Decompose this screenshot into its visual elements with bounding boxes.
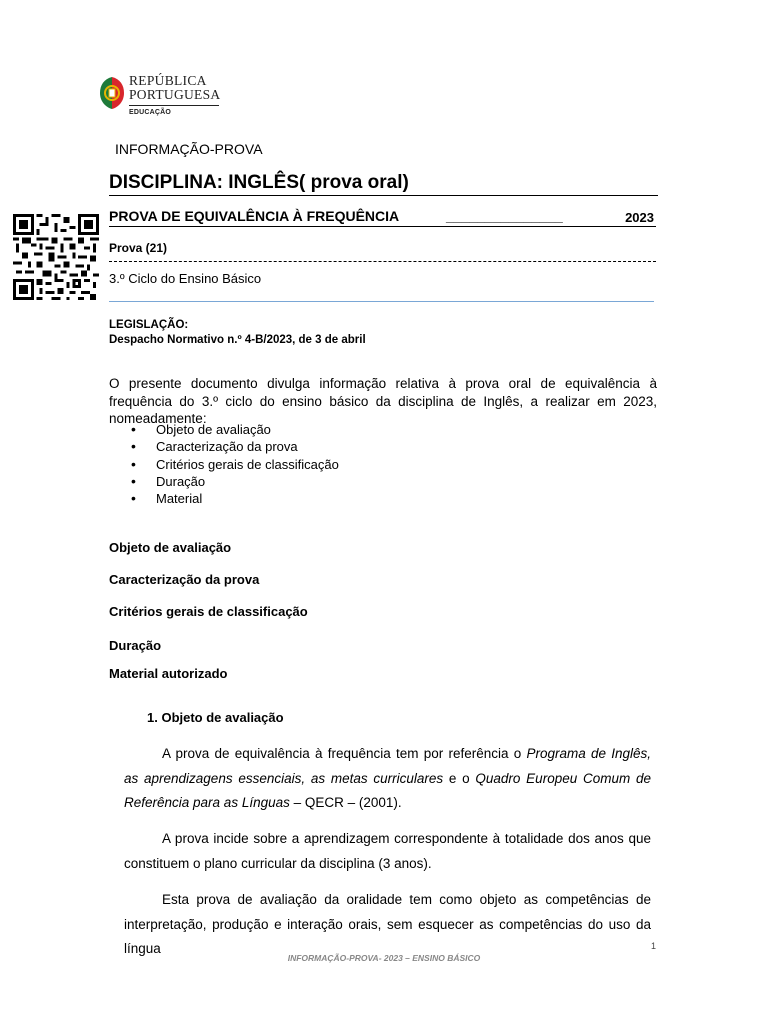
ciclo-label: 3.º Ciclo do Ensino Básico — [109, 271, 262, 286]
year-label: 2023 — [625, 210, 654, 225]
section-link-objeto[interactable]: Objeto de avaliação — [109, 540, 232, 555]
legislacao-text: Despacho Normativo n.º 4-B/2023, de 3 de abril — [109, 334, 366, 346]
blue-divider — [109, 301, 654, 302]
logo-line-1: REPÚBLICA — [129, 73, 207, 88]
topics-list — [131, 421, 339, 507]
disciplina-title: DISCIPLINA: INGLÊS( prova oral) — [109, 172, 658, 196]
republica-portuguesa-logo — [98, 73, 238, 123]
list-item: • Critérios gerais de classificação — [131, 456, 339, 473]
section-1-paragraph-2: A prova incide sobre a aprendizagem correspondente à totalidade dos anos que constituem o plano curricular da disciplina (3 anos). — [124, 831, 651, 871]
list-item: • Objeto de avaliação — [131, 421, 339, 438]
logo-line-2: PORTUGUESA — [129, 87, 221, 102]
section-link-caracterizacao[interactable]: Caracterização da prova — [109, 572, 260, 587]
section-1-paragraph-3: Esta prova de avaliação da oralidade tem como objeto as competências de interpretação, produção e interação orais, sem esquecer as competências do uso da língua — [124, 892, 651, 956]
prova-equivalencia-text: PROVA DE EQUIVALÊNCIA À FREQUÊNCIA — [109, 208, 400, 224]
list-item: • Duração — [131, 473, 339, 490]
qr-code-icon — [13, 214, 99, 300]
section-1-paragraph-1: A prova de equivalência à frequência tem por referência o Programa de Inglês, as aprendizagens essenciais, as metas curriculares e o Quadro Europeu Comum de Referência para as Línguas – QECR – (2001). — [124, 746, 651, 810]
page-number: 1 — [651, 941, 657, 951]
logo-line-3: EDUCAÇÃO — [129, 109, 172, 116]
list-item: • Material — [131, 490, 339, 507]
prova-number: Prova (21) — [109, 241, 168, 255]
list-item: • Caracterização da prova — [131, 438, 339, 455]
prova-equivalencia-heading — [109, 208, 656, 224]
logo-divider — [129, 105, 219, 106]
legislacao-label: LEGISLAÇÃO: — [109, 319, 189, 331]
heading-underline — [109, 226, 656, 227]
portuguese-emblem-icon — [98, 75, 126, 111]
page-footer: INFORMAÇÃO-PROVA- 2023 – ENSINO BÁSICO — [287, 953, 481, 963]
section-link-material[interactable]: Material autorizado — [109, 666, 228, 681]
blank-field: _______________ — [446, 208, 563, 224]
dashed-divider — [109, 261, 656, 262]
section-1-title: 1. Objeto de avaliação — [147, 710, 284, 725]
intro-paragraph: O presente documento divulga informação relativa à prova oral de equivalência à frequência do 3.º ciclo do ensino básico da disciplina de Inglês, a realizar em 2023, nomeadamente: — [109, 376, 657, 426]
section-link-criterios[interactable]: Critérios gerais de classificação — [109, 604, 308, 619]
info-prova-label: INFORMAÇÃO-PROVA — [115, 141, 263, 157]
section-link-duracao[interactable]: Duração — [109, 638, 162, 653]
